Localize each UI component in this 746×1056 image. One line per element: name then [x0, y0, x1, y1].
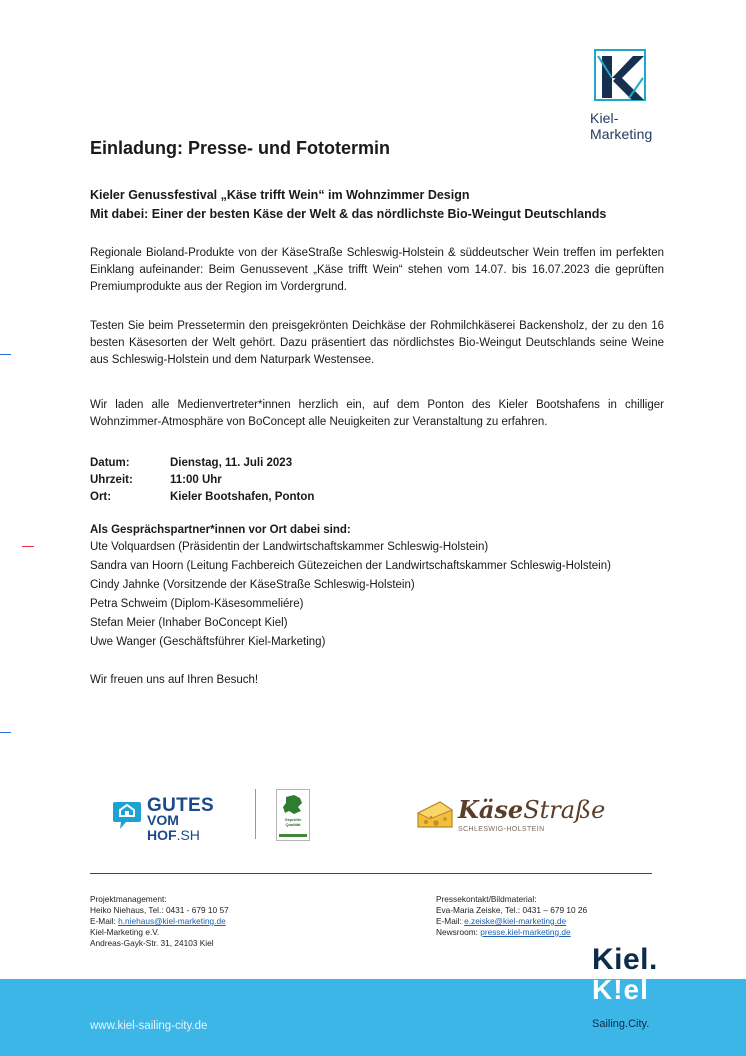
- details-paragraph: Testen Sie beim Pressetermin den preisgekrönten Deichkäse der Rohmilchkäserei Backensholz, der zu den 16 besten Käsesorten der Welt gehört. Dazu präsentiert das nördlichstes Bio-Weingut Deutschlands seine Weine aus Schleswig-Holstein und dem Naturpark Westensee.: [90, 320, 664, 366]
- footer-rule: [90, 873, 652, 874]
- event-label: Datum:: [90, 457, 130, 469]
- schleswig-holstein-map-icon: [277, 792, 309, 818]
- kiel-marketing-logo: [590, 48, 676, 142]
- partner-item: Stefan Meier (Inhaber BoConcept Kiel): [90, 617, 288, 629]
- seal-text: Geprüfte Qualität: [284, 817, 302, 827]
- logo-divider: [255, 789, 256, 839]
- event-value: Kieler Bootshafen, Ponton: [170, 491, 315, 503]
- sh-suffix: .SH: [176, 827, 200, 843]
- footer-url[interactable]: www.kiel-sailing-city.de: [90, 1020, 208, 1032]
- invitation-paragraph: Wir laden alle Medienvertreter*innen herzlich ein, auf dem Ponton des Kieler Bootshafens in chilliger Wohnzimmer-Atmosphäre von BoConcept alle Neuigkeiten zur Veranstaltung zu erfahren.: [90, 399, 664, 428]
- kaese-text: Käse: [458, 795, 524, 824]
- event-row-location: [90, 489, 314, 506]
- partner-item: Sandra van Hoorn (Leitung Fachbereich Gütezeichen der Landwirtschaftskammer Schleswig-Holstein): [90, 560, 611, 572]
- kiel-wordmark: Kiel.: [592, 943, 658, 976]
- contact-address: Andreas-Gayk-Str. 31, 24103 Kiel: [90, 938, 214, 948]
- fold-mark: [0, 354, 11, 355]
- kiel-marketing-wordmark: Kiel-Marketing: [590, 110, 653, 142]
- house-speech-bubble-icon: [112, 798, 142, 832]
- event-value: 11:00 Uhr: [170, 474, 222, 486]
- subtitle-line: Kieler Genussfestival „Käse trifft Wein“ im Wohnzimmer Design: [90, 188, 470, 202]
- partner-item: Cindy Jahnke (Vorsitzende der KäseStraße Schleswig-Holstein): [90, 579, 415, 591]
- vom-hof-text: VOM HOF: [147, 812, 179, 843]
- contact-name-phone: Eva-Maria Zeiske, Tel.: 0431 – 679 10 26: [436, 905, 588, 915]
- page-title: Einladung: Presse- und Fototermin: [90, 138, 391, 158]
- contact-name-phone: Heiko Niehaus, Tel.: 0431 - 679 10 57: [90, 905, 229, 915]
- contact-org: Kiel-Marketing e.V.: [90, 927, 160, 937]
- subtitle-line: Mit dabei: Einer der besten Käse der Welt & das nördlichste Bio-Weingut Deutschlands: [90, 207, 607, 221]
- email-label: E-Mail:: [436, 916, 465, 926]
- event-value: Dienstag, 11. Juli 2023: [170, 457, 293, 469]
- partners-heading: Als Gesprächspartner*innen vor Ort dabei sind:: [90, 524, 351, 536]
- event-label: Uhrzeit:: [90, 474, 133, 486]
- gutes-line: GUTES: [147, 795, 214, 816]
- partner-item: Uwe Wanger (Geschäftsführer Kiel-Marketing): [90, 636, 326, 648]
- punch-mark: [22, 546, 34, 547]
- event-row-date: [90, 455, 314, 472]
- email-link[interactable]: e.zeiske@kiel-marketing.de: [464, 916, 567, 926]
- partners-section: [90, 522, 611, 652]
- event-row-time: [90, 472, 314, 489]
- event-label: Ort:: [90, 491, 112, 503]
- partner-item: Ute Volquardsen (Präsidentin der Landwirtschaftskammer Schleswig-Holstein): [90, 541, 489, 553]
- kaese-subtitle: SCHLESWIG-HOLSTEIN: [458, 826, 545, 833]
- subtitle-block: [90, 186, 606, 224]
- seal-bar: [279, 834, 307, 837]
- event-details: [90, 455, 314, 506]
- kiel-marketing-k-icon: [593, 48, 647, 102]
- contact-press: [436, 894, 587, 938]
- quality-seal-logo: [276, 789, 310, 841]
- newsroom-link[interactable]: presse.kiel-marketing.de: [480, 927, 571, 937]
- contact-title: Projektmanagement:: [90, 894, 167, 904]
- closing-line: Wir freuen uns auf Ihren Besuch!: [90, 674, 259, 686]
- email-link[interactable]: h.niehaus@kiel-marketing.de: [118, 916, 226, 926]
- kiel-alt-wordmark: K!el: [592, 974, 649, 1005]
- contact-project-management: [90, 894, 229, 949]
- partner-item: Petra Schweim (Diplom-Käsesommeliére): [90, 598, 304, 610]
- newsroom-label: Newsroom:: [436, 927, 481, 937]
- kiel-tagline: Sailing.City.: [592, 1018, 650, 1030]
- email-label: E-Mail:: [90, 916, 119, 926]
- fold-mark: [0, 732, 11, 733]
- intro-paragraph: Regionale Bioland-Produkte von der KäseStraße Schleswig-Holstein & süddeutscher Wein treffen im perfekten Einklang aufeinander: Beim Genussevent „Käse trifft Wein“ stehen vom 14.07. bis 16.07.2023 die geprüften Premiumprodukte aus der Region im Vordergrund.: [90, 247, 664, 293]
- strasse-text: Straße: [523, 796, 606, 824]
- contact-title: Pressekontakt/Bildmaterial:: [436, 894, 537, 904]
- cheese-icon: [416, 799, 454, 831]
